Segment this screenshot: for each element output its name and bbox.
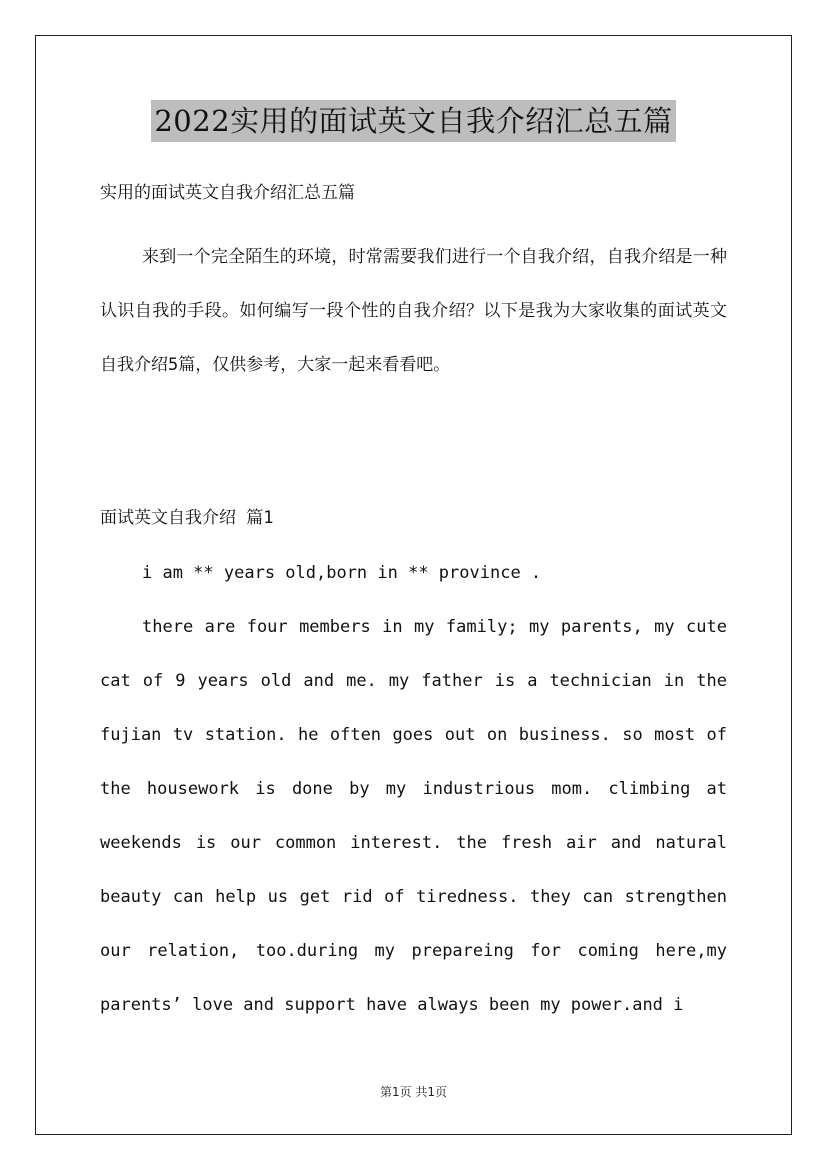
body-paragraph: i am ** years old,born in ** province .	[142, 563, 542, 583]
intro-paragraph: 来到一个完全陌生的环境，时常需要我们进行一个自我介绍，自我介绍是一种认识自我的手段。如何编写一段个性的自我介绍？以下是我为大家收集的面试英文自我介绍5篇，仅供参考，大家一起来看看吧。	[100, 247, 727, 375]
page-footer: 第1页 共1页	[379, 1085, 448, 1099]
document-subtitle: 实用的面试英文自我介绍汇总五篇	[100, 183, 355, 203]
title-container	[0, 100, 827, 142]
document-title: 2022实用的面试英文自我介绍汇总五篇	[151, 100, 675, 142]
section-heading: 面试英文自我介绍 篇1	[100, 508, 274, 528]
body-paragraph: there are four members in my family; my parents, my cute cat of 9 years old and me. my father is a technician in the fujian tv station. he often goes out on business. so most of the housework is done by my industrious mom. climbing at weekends is our common interest. the fresh air and natural beauty can help us get rid of tiredness. they can strengthen our relation, too.during my prepareing for coming here,my parents’ love and support have always been my power.and i	[100, 617, 727, 1015]
